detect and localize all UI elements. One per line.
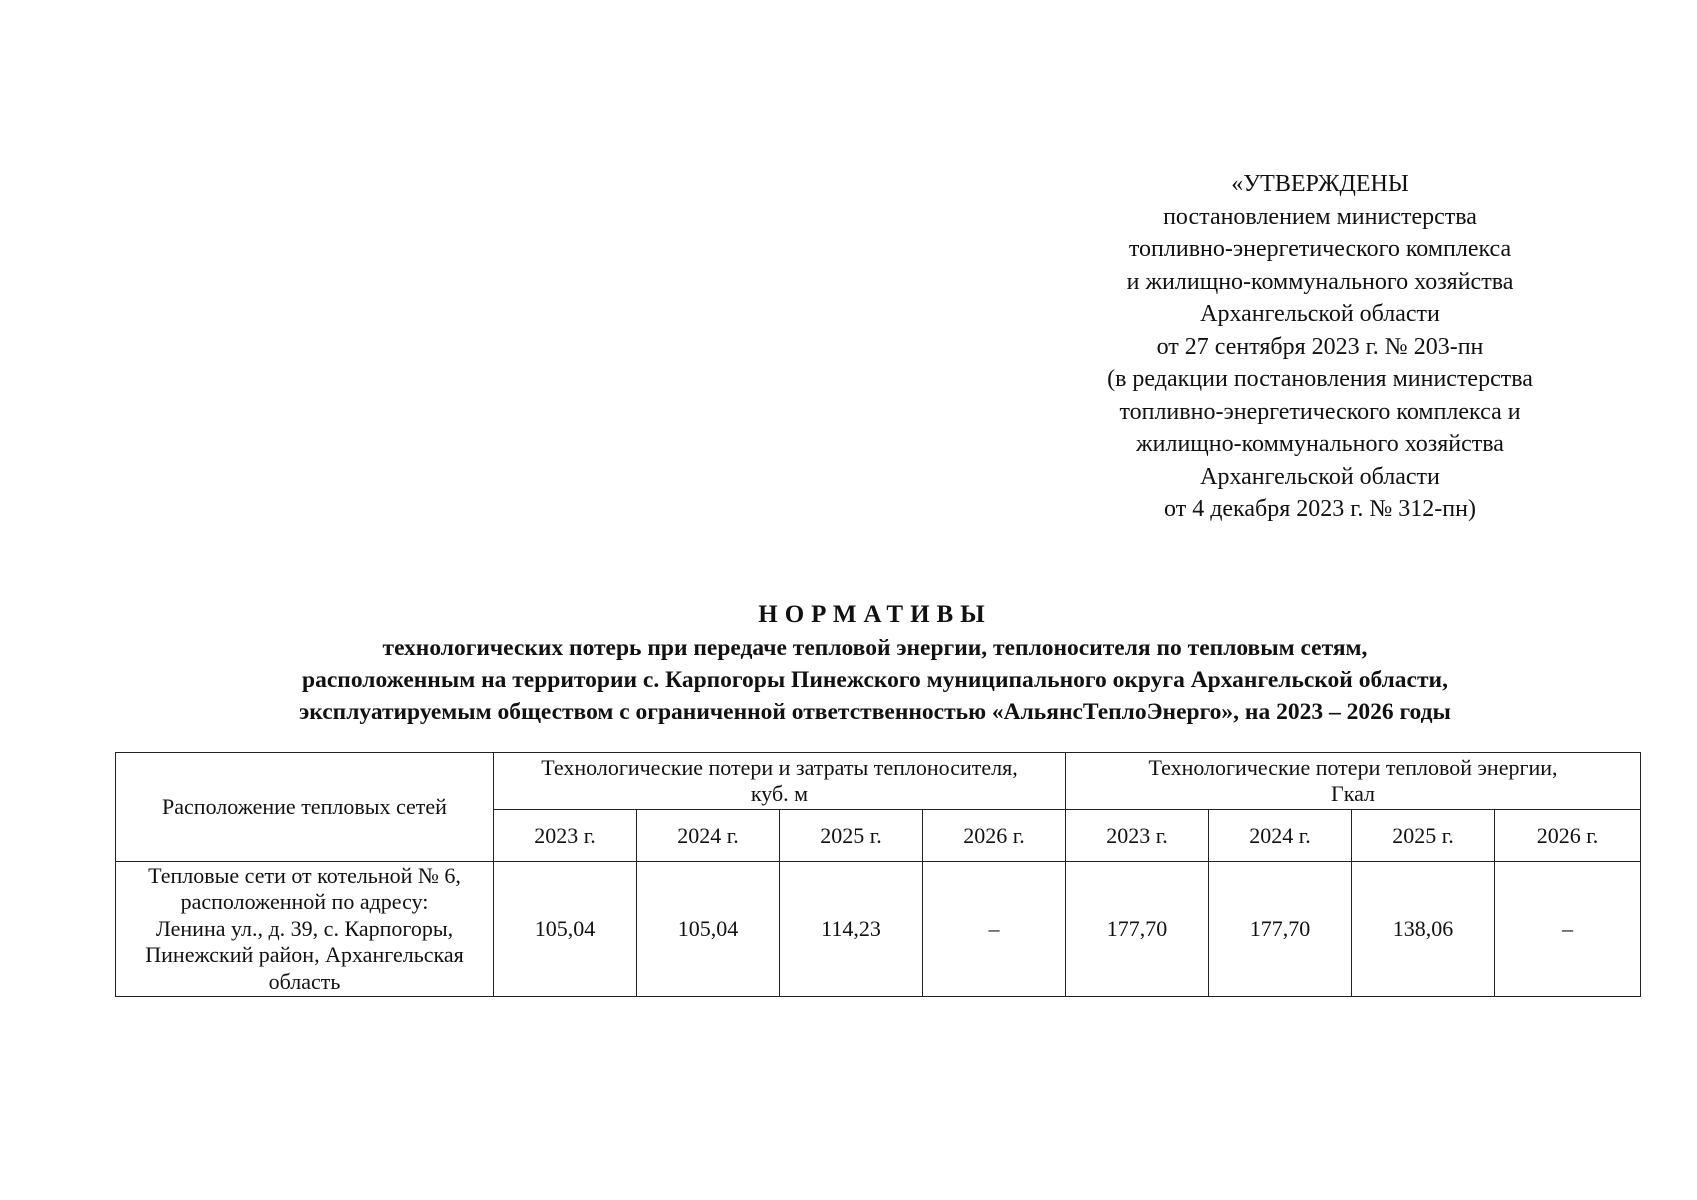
location-header xyxy=(116,753,494,862)
location-header-text: Расположение тепловых сетей xyxy=(162,794,447,819)
coolant-2025-value: 114,23 xyxy=(780,862,923,997)
coolant-2024-value: 105,04 xyxy=(637,862,780,997)
location-line: расположенной по адресу: xyxy=(180,889,429,915)
year-header-coolant-2023: 2023 г. xyxy=(494,810,637,862)
year-header-coolant-2024: 2024 г. xyxy=(637,810,780,862)
heat-header-unit: Гкал xyxy=(1331,781,1376,807)
year-header-heat-2024: 2024 г. xyxy=(1209,810,1352,862)
approval-line: от 4 декабря 2023 г. № 312-пн) xyxy=(1164,496,1476,522)
approval-line: от 27 сентября 2023 г. № 203-пн xyxy=(1156,333,1484,360)
table-row xyxy=(116,862,1641,997)
coolant-2023-value: 105,04 xyxy=(494,862,637,997)
approval-line: жилищно-коммунального хозяйства xyxy=(1136,431,1504,457)
approval-stamp xyxy=(1040,168,1600,526)
approval-line: (в редакции постановления министерства xyxy=(1107,366,1533,392)
location-line: Ленина ул., д. 39, с. Карпогоры, xyxy=(155,915,454,941)
heat-2023-value: 177,70 xyxy=(1066,862,1209,997)
heat-2025-value: 138,06 xyxy=(1352,862,1495,997)
year-header-coolant-2026: 2026 г. xyxy=(923,810,1066,862)
title-main: НОРМАТИВЫ xyxy=(758,601,992,628)
heat-2026-value: – xyxy=(1495,862,1641,997)
year-header-heat-2023: 2023 г. xyxy=(1066,810,1209,862)
approval-line: Архангельской области xyxy=(1200,301,1440,327)
location-line: Тепловые сети от котельной № 6, xyxy=(148,862,461,888)
title-line: эксплуатируемым обществом с ограниченной ответственностью «АльянсТеплоЭнерго», на 2023 – 2026 годы xyxy=(299,699,1451,725)
approval-line: топливно-энергетического комплекса xyxy=(1128,236,1512,262)
heat-2024-value: 177,70 xyxy=(1209,862,1352,997)
approval-line: топливно-энергетического комплекса и xyxy=(1119,398,1521,425)
approval-line: постановлением министерства xyxy=(1163,203,1477,230)
coolant-losses-header xyxy=(494,753,1066,810)
approval-line: Архангельской области xyxy=(1200,463,1440,490)
location-cell xyxy=(116,862,494,997)
year-header-heat-2026: 2026 г. xyxy=(1495,810,1641,862)
heat-losses-header xyxy=(1066,753,1641,810)
coolant-2026-value: – xyxy=(923,862,1066,997)
location-line: Пинежский район, Архангельская xyxy=(145,942,464,968)
document-title xyxy=(110,598,1640,728)
title-line: технологических потерь при передаче тепловой энергии, теплоносителя по тепловым сетям, xyxy=(382,635,1368,661)
year-header-heat-2025: 2025 г. xyxy=(1352,810,1495,862)
approval-line: и жилищно-коммунального хозяйства xyxy=(1126,268,1514,295)
norms-table xyxy=(115,752,1641,997)
coolant-header-line: Технологические потери и затраты теплоносителя, xyxy=(541,755,1018,781)
location-line: область xyxy=(268,968,341,994)
heat-header-line: Технологические потери тепловой энергии, xyxy=(1148,755,1558,781)
title-line: расположенным на территории с. Карпогоры Пинежского муниципального округа Архангельской области, xyxy=(302,667,1448,693)
year-header-coolant-2025: 2025 г. xyxy=(780,810,923,862)
coolant-header-unit: куб. м xyxy=(750,781,809,807)
approval-line: «УТВЕРЖДЕНЫ xyxy=(1231,171,1409,197)
